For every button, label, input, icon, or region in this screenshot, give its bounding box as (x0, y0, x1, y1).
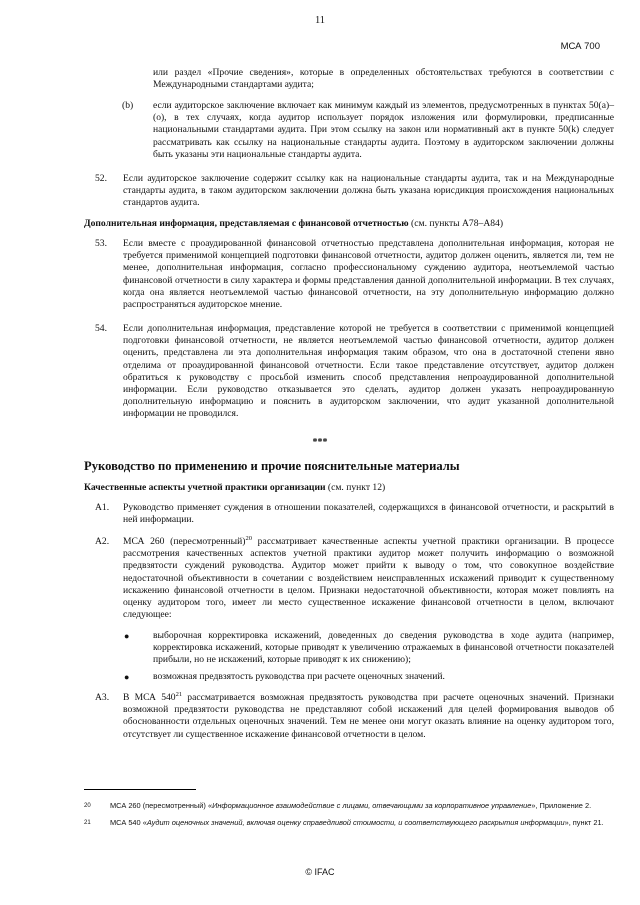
paragraph-54-text: Если дополнительная информация, представление которой не требуется в соответствии с применимой концепцией подготовки финансовой отчетности, не является неотъемлемой частью финансовой отчетности, аудитор должен оценить, представлена ли эта дополнительная информация таким образом, что она в достаточной степени явно отделима от проаудированной финансовой отчетности. Если такое представление отсутствует, аудитор должен обратиться к руководству с просьбой изменить способ представления непроаудированной дополнительной информации. Если руководство отказывается это сделать, аудитор должен указать непроаудированную дополнительную информацию и пояснить в аудиторском заключении, что аудит указанной дополнительной информации не проводился. (123, 323, 614, 420)
list-item-b-text: если аудиторское заключение включает как минимум каждый из элементов, предусмотренных в пунктах 50(a)–(o), в тех случаях, когда аудитор использует порядок изложения или формулировки, предписанные национальными стандартами аудита. При этом ссылку на закон или нормативный акт в пункте 50(k) следует рассматривать как ссылку на национальные стандарты аудита. Поэтому в аудиторском заключении должны быть указаны эти национальные стандарты аудита. (153, 100, 614, 160)
footnote-pre: МСА 260 (пересмотренный) « (110, 801, 213, 810)
footnote-number: 21 (84, 820, 91, 826)
footnote-21 (110, 818, 614, 828)
a3-lead: В МСА 540 (123, 692, 176, 703)
subheading-bold: Дополнительная информация, представляемая с финансовой отчетностью (84, 218, 409, 229)
footnote-title: Информационное взаимодействие с лицами, отвечающими за корпоративное управление (212, 801, 532, 810)
paragraph-number: 54. (95, 323, 107, 334)
subheading-bold: Качественные аспекты учетной практики организации (84, 482, 326, 493)
paragraph-52-text: Если аудиторское заключение содержит ссылку как на национальные стандарты аудита, так и на Международные стандарты аудита, в таком аудиторском заключении должна быть указана юрисдикция происхождения национальных стандартов аудита. (123, 173, 614, 209)
a2-lead: МСА 260 (пересмотренный) (123, 536, 246, 547)
paragraph-a2-text (123, 536, 614, 621)
bullet-item: выборочная корректировка искажений, доведенных до сведения руководства в ходе аудита (например, корректировка искажений, которые приводят к увеличению отражаемых в финансовой отчетности показателей прибыли, но не искажений, которые приводят к их снижению); (153, 630, 614, 666)
paragraph-number: 53. (95, 238, 107, 249)
list-item-label: (b) (122, 100, 134, 111)
a2-body: рассматривает качественные аспекты учетной практики организации. В процессе рассмотрения качественных аспектов учетной практики аудитор может получить информацию о возможной предвзятости суждений руководства. Аудитор может прийти к выводу о том, что совокупное воздействие недостаточной объективности в сочетании с воздействием неисправленных искажений приводит к существенному искажению финансовой отчетности в целом. Признаки недостаточной объективности, которая может повлиять на оценку аудитором того, имеет ли место существенное искажение финансовой отчетности в целом, включают следующее: (123, 536, 614, 621)
footnote-ref-20: 20 (245, 534, 252, 542)
a3-body: рассматривается возможная предвзятость руководства при расчете оценочных значений. Признаки возможной предвзятости руководства не представляют собой искажений для целей формирования выводов об обоснованности отдельных оценочных значений. Тем не менее они могут оказать влияние на оценку аудитором того, отсутствует ли существенное искажение финансовой отчетности в целом. (123, 692, 615, 740)
subheading-reference: (см. пункты A78–A84) (408, 218, 504, 229)
subheading-supplementary-info (84, 218, 503, 230)
paragraph-number: A1. (95, 502, 110, 513)
footnote-title: Аудит оценочных значений, включая оценку справедливой стоимости, и соответствующего раскрытия информации (146, 818, 565, 827)
paragraph-a3-text (123, 692, 614, 741)
footnote-ref-21: 21 (175, 690, 183, 698)
footnote-pre: МСА 540 « (110, 818, 147, 827)
subheading-qualitative-aspects (84, 482, 385, 494)
bullet-item: возможная предвзятость руководства при расчете оценочных значений. (153, 671, 445, 682)
footer-copyright: © IFAC (305, 867, 335, 877)
list-item-a-continuation: или раздел «Прочие сведения», которые в определенных обстоятельствах требуются в соответствии с Международными стандартами аудита; (153, 67, 614, 91)
bullet-icon: ● (124, 672, 130, 682)
standard-code: МСА 700 (560, 41, 600, 52)
paragraph-number: 52. (95, 173, 107, 184)
footnote-20 (110, 801, 614, 811)
footnote-post: », Приложение 2. (531, 801, 592, 810)
footnote-number: 20 (84, 803, 91, 809)
subheading-reference: (см. пункт 12) (325, 482, 386, 493)
footnote-divider (84, 789, 196, 790)
paragraph-number: A2. (95, 536, 110, 547)
section-separator: *** (312, 437, 328, 448)
paragraph-a1-text: Руководство применяет суждения в отношении показателей, содержащихся в финансовой отчетности, и раскрытий в ней информации. (123, 502, 614, 526)
paragraph-53-text: Если вместе с проаудированной финансовой отчетностью представлена дополнительная информация, которая не требуется применимой концепцией подготовки финансовой отчетности, аудитор должен оценить, является ли, тем не менее, дополнительная информация, согласно профессиональному суждению аудитора, неотъемлемой частью финансовой отчетности в силу характера и формы представления данной дополнительной информации. В тех случаях, когда она является неотъемлемой частью финансовой отчетности, на эту дополнительную информацию должно распространяться аудиторское мнение. (123, 238, 614, 311)
footnote-post: », пункт 21. (564, 818, 604, 827)
section-title: Руководство по применению и прочие пояснительные материалы (84, 459, 460, 473)
bullet-icon: ● (124, 631, 130, 641)
page-number: 11 (314, 15, 326, 26)
paragraph-number: A3. (95, 692, 110, 703)
